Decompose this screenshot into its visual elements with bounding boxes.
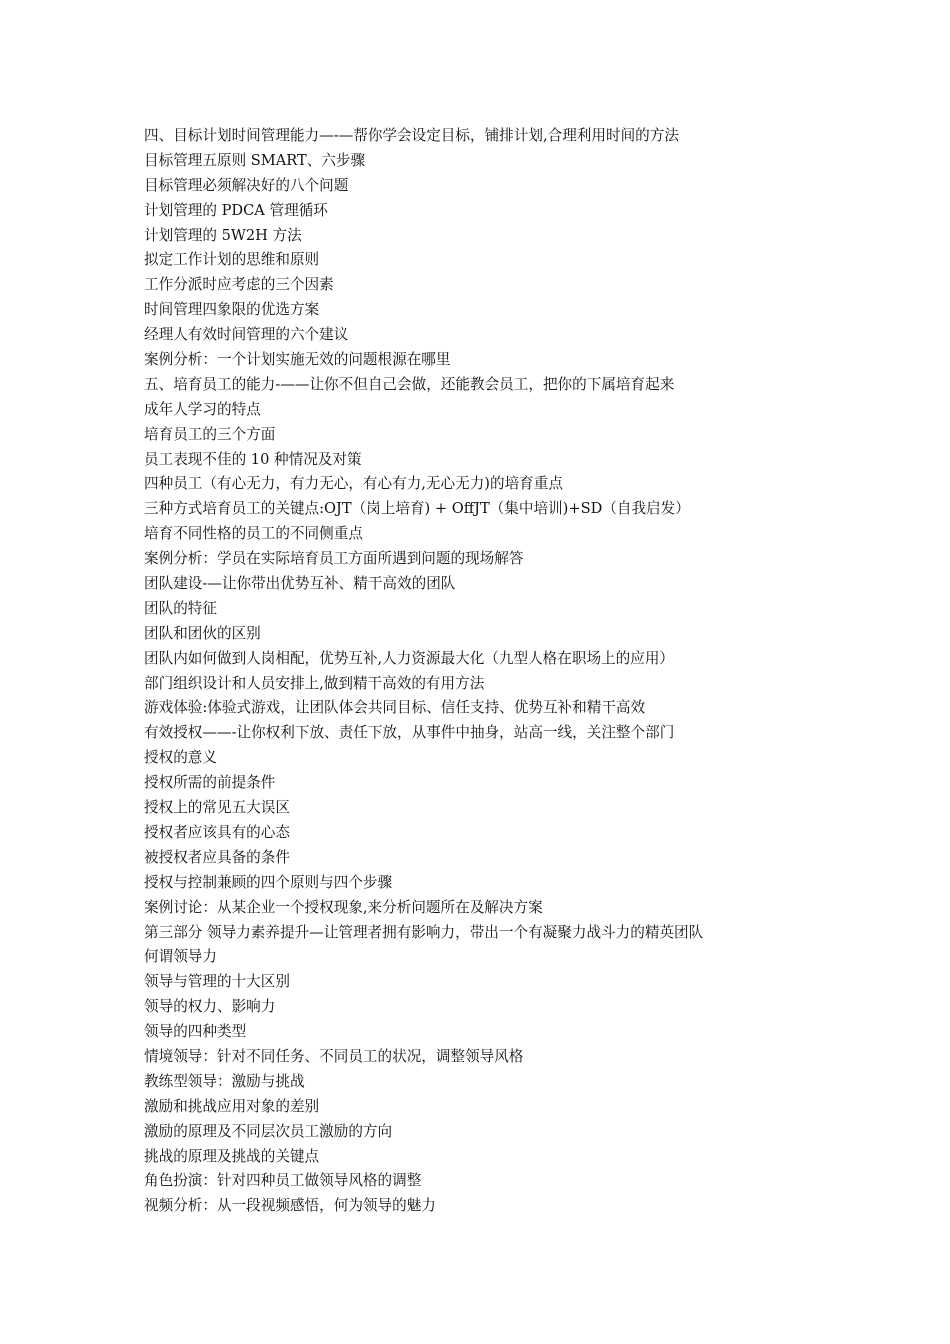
outline-item: 计划管理的 PDCA 管理循环 xyxy=(144,201,328,219)
outline-item: 目标管理必须解决好的八个问题 xyxy=(144,176,349,194)
document-body xyxy=(144,124,864,1219)
outline-item: 部门组织设计和人员安排上,做到精干高效的有用方法 xyxy=(144,674,485,692)
section-heading-team-building: 团队建设-—让你带出优势互补、精干高效的团队 xyxy=(144,575,456,593)
outline-item: 时间管理四象限的优选方案 xyxy=(144,301,320,319)
outline-item: 团队和团伙的区别 xyxy=(144,624,261,642)
outline-item: 领导的四种类型 xyxy=(144,1023,247,1041)
outline-item: 拟定工作计划的思维和原则 xyxy=(144,251,320,269)
outline-item: 授权上的常见五大误区 xyxy=(144,799,290,817)
outline-item: 三种方式培育员工的关键点:OJT（岗上培育) + OffJT（集中培训)+SD（自我启发） xyxy=(144,500,690,518)
outline-item: 授权的意义 xyxy=(144,749,217,767)
role-play-item: 角色扮演：针对四种员工做领导风格的调整 xyxy=(144,1172,422,1190)
game-item: 游戏体验:体验式游戏，让团队体会共同目标、信任支持、优势互补和精干高效 xyxy=(144,699,646,717)
outline-item: 授权者应该具有的心态 xyxy=(144,823,290,841)
outline-item: 被授权者应具备的条件 xyxy=(144,848,290,866)
outline-item: 团队内如何做到人岗相配，优势互补,人力资源最大化（九型人格在职场上的应用） xyxy=(144,649,675,667)
section-heading-time-management: 四、目标计划时间管理能力—-—帮你学会设定目标，铺排计划,合理利用时间的方法 xyxy=(144,127,679,144)
section-heading-staff-development: 五、培育员工的能力-——让你不但自己会做，还能教会员工，把你的下属培育起来 xyxy=(144,375,675,393)
outline-item: 情境领导：针对不同任务、不同员工的状况，调整领导风格 xyxy=(144,1047,524,1065)
outline-item: 何谓领导力 xyxy=(144,948,217,966)
outline-item: 计划管理的 5W2H 方法 xyxy=(144,226,302,244)
outline-item: 培育不同性格的员工的不同侧重点 xyxy=(144,525,363,543)
outline-item: 挑战的原理及挑战的关键点 xyxy=(144,1147,320,1165)
outline-item: 四种员工（有心无力，有力无心，有心有力,无心无力)的培育重点 xyxy=(144,475,563,493)
outline-item: 激励和挑战应用对象的差别 xyxy=(144,1097,320,1115)
video-analysis-item: 视频分析：从一段视频感悟，何为领导的魅力 xyxy=(144,1197,436,1215)
outline-item: 成年人学习的特点 xyxy=(144,400,261,418)
case-study-item: 案例分析：一个计划实施无效的问题根源在哪里 xyxy=(144,351,451,369)
outline-item: 团队的特征 xyxy=(144,599,217,617)
case-study-item: 案例分析：学员在实际培育员工方面所遇到问题的现场解答 xyxy=(144,550,524,568)
outline-item: 经理人有效时间管理的六个建议 xyxy=(144,326,349,344)
section-heading-delegation: 有效授权——-让你权利下放、责任下放，从事件中抽身，站高一线，关注整个部门 xyxy=(144,724,675,742)
outline-item: 授权与控制兼顾的四个原则与四个步骤 xyxy=(144,873,393,891)
part-heading-leadership: 第三部分 领导力素养提升—让管理者拥有影响力，带出一个有凝聚力战斗力的精英团队 xyxy=(144,923,704,941)
outline-item: 培育员工的三个方面 xyxy=(144,425,276,443)
case-discussion-item: 案例讨论：从某企业一个授权现象,来分析问题所在及解决方案 xyxy=(144,898,543,916)
outline-item: 授权所需的前提条件 xyxy=(144,774,276,792)
outline-item: 领导的权力、影响力 xyxy=(144,998,276,1016)
outline-item: 工作分派时应考虑的三个因素 xyxy=(144,276,334,294)
outline-item: 激励的原理及不同层次员工激励的方向 xyxy=(144,1122,393,1140)
outline-item: 教练型领导：激励与挑战 xyxy=(144,1072,305,1090)
outline-item: 目标管理五原则 SMART、六步骤 xyxy=(144,151,366,169)
outline-item: 领导与管理的十大区别 xyxy=(144,973,290,991)
outline-item: 员工表现不佳的 10 种情况及对策 xyxy=(144,450,362,468)
